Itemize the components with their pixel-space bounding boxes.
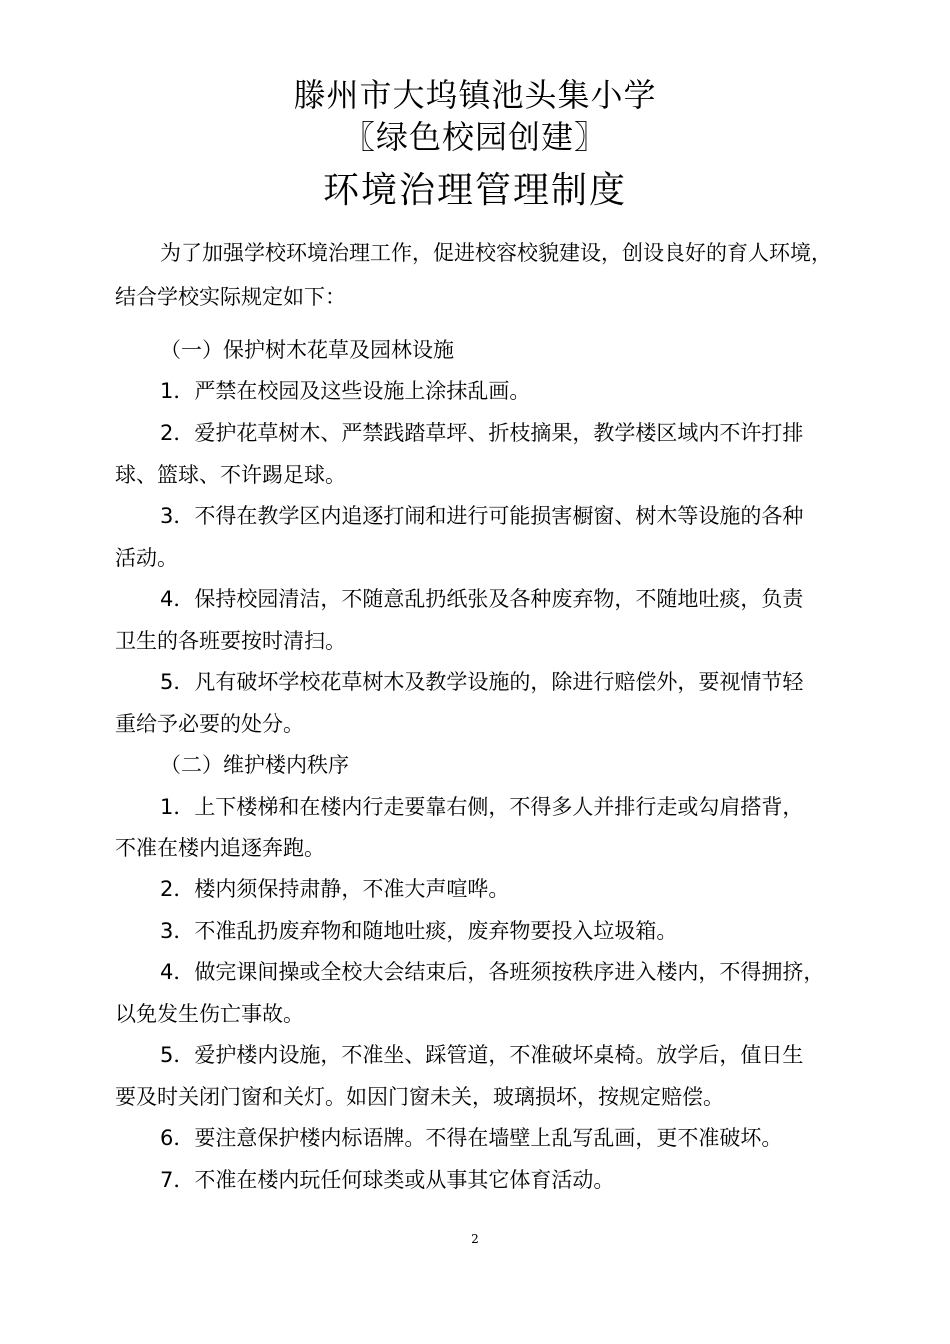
section-2-item-5-line-1: 5．爱护楼内设施，不准坐、踩管道，不准破坏桌椅。放学后，值日生 bbox=[160, 1043, 804, 1067]
section-1-heading: （一）保护树木花草及园林设施 bbox=[160, 338, 454, 362]
intro-line-1: 为了加强学校环境治理工作，促进校容校貌建设，创设良好的育人环境， bbox=[160, 241, 832, 265]
project-name: 〖绿色校园创建〗 bbox=[342, 118, 607, 156]
page-number: 2 bbox=[471, 1232, 479, 1246]
section-2-item-4-line-1: 4．做完课间操或全校大会结束后，各班须按秩序进入楼内，不得拥挤， bbox=[160, 960, 825, 984]
section-1-item-3-line-2: 活动。 bbox=[115, 546, 178, 570]
section-1-item-3-line-1: 3．不得在教学区内追逐打闹和进行可能损害橱窗、树木等设施的各种 bbox=[160, 504, 804, 528]
section-2-item-1-line-2: 不准在楼内追逐奔跑。 bbox=[115, 836, 325, 860]
school-name: 滕州市大坞镇池头集小学 bbox=[293, 76, 657, 114]
section-2-item-3: 3．不准乱扔废弃物和随地吐痰，废弃物要投入垃圾箱。 bbox=[160, 919, 678, 943]
section-1-item-1: 1．严禁在校园及这些设施上涂抹乱画。 bbox=[160, 379, 531, 403]
section-1-item-4-line-2: 卫生的各班要按时清扫。 bbox=[115, 629, 346, 653]
section-1-item-2-line-1: 2．爱护花草树木、严禁践踏草坪、折枝摘果，教学楼区域内不许打排 bbox=[160, 421, 804, 445]
document-title: 环境治理管理制度 bbox=[322, 170, 627, 211]
section-1-item-5-line-2: 重给予必要的处分。 bbox=[115, 712, 304, 736]
section-1-item-2-line-2: 球、篮球、不许踢足球。 bbox=[115, 463, 346, 487]
section-2-item-2: 2．楼内须保持肃静，不准大声喧哗。 bbox=[160, 877, 510, 901]
section-1-item-4-line-1: 4．保持校园清洁，不随意乱扔纸张及各种废弃物，不随地吐痰，负责 bbox=[160, 587, 804, 611]
section-2-item-1-line-1: 1．上下楼梯和在楼内行走要靠右侧，不得多人并排行走或勾肩搭背， bbox=[160, 795, 804, 819]
section-1-item-5-line-1: 5．凡有破坏学校花草树木及教学设施的，除进行赔偿外，要视情节轻 bbox=[160, 670, 804, 694]
section-2-heading: （二）维护楼内秩序 bbox=[160, 753, 349, 777]
section-2-item-4-line-2: 以免发生伤亡事故。 bbox=[115, 1002, 304, 1026]
section-2-item-7: 7．不准在楼内玩任何球类或从事其它体育活动。 bbox=[160, 1168, 615, 1192]
intro-line-2: 结合学校实际规定如下： bbox=[115, 285, 346, 309]
section-2-item-6: 6．要注意保护楼内标语牌。不得在墙壁上乱写乱画，更不准破坏。 bbox=[160, 1126, 783, 1150]
section-2-item-5-line-2: 要及时关闭门窗和关灯。如因门窗未关，玻璃损坏，按规定赔偿。 bbox=[115, 1085, 724, 1109]
